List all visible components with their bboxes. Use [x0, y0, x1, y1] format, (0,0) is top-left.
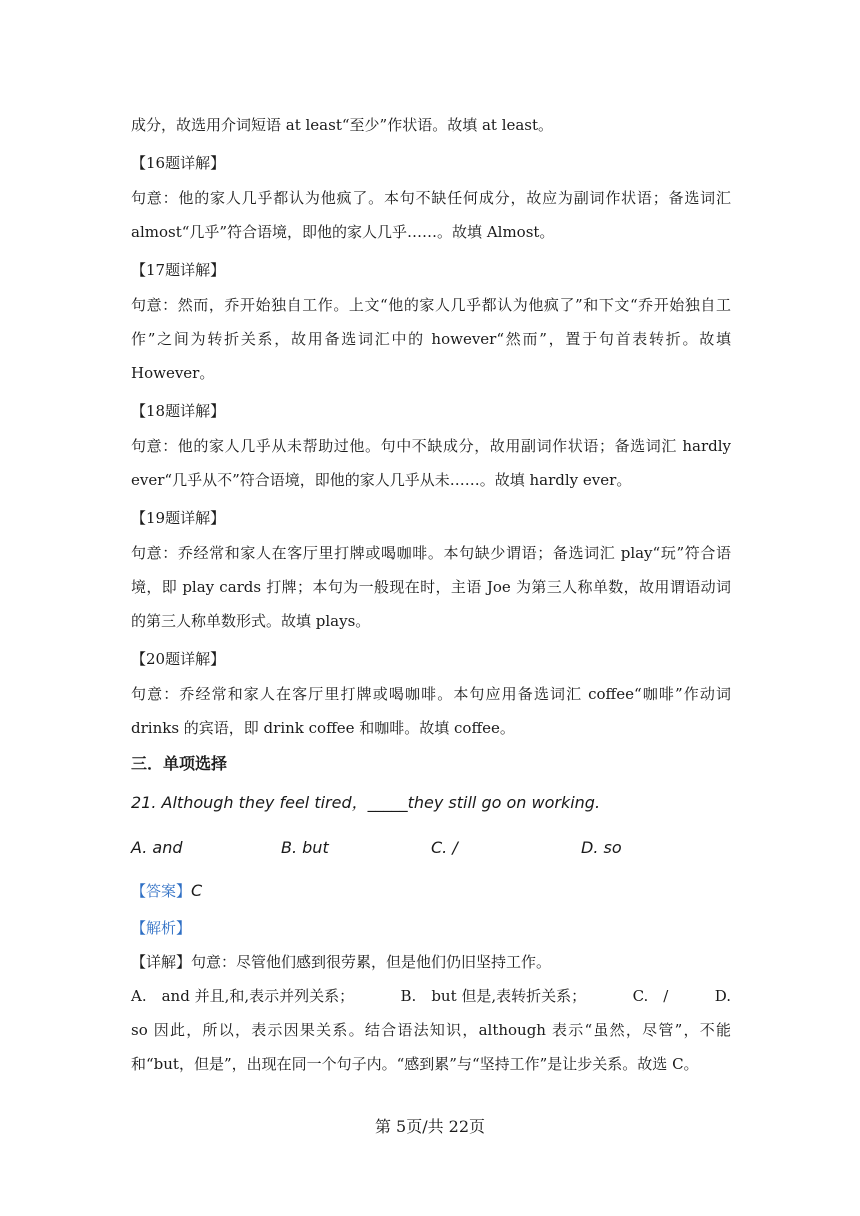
final-explanation: so 因此，所以，表示因果关系。结合语法知识，although 表示“虽然，尽管”，不能和“but，但是”，出现在同一个句子内。“感到累”与“坚持工作”是让步关系。故选 C。 [131, 1021, 731, 1073]
paragraph-19: 句意：乔经常和家人在客厅里打牌或喝咖啡。本句缺少谓语；备选词汇 play“玩”符合语境，即 play cards 打牌；本句为一般现在时，主语 Joe 为第三人称单数，故用谓语动词的第三人称单数形式。故填 plays。 [131, 544, 731, 630]
detail-text: 句意：尽管他们感到很劳累，但是他们仍旧坚持工作。 [191, 953, 552, 971]
paragraph-20: 句意：乔经常和家人在客厅里打牌或喝咖啡。本句应用备选词汇 coffee“咖啡”作动词 drinks 的宾语，即 drink coffee 和咖啡。故填 coffee。 [131, 685, 731, 737]
detail-label: 【详解】 [131, 953, 192, 971]
detail-line [131, 945, 731, 979]
explain-d: D. [714, 987, 731, 1005]
paragraph-17: 句意：然而，乔开始独自工作。上文“他的家人几乎都认为他疯了”和下文“乔开始独自工作”之间为转折关系，故用备选词汇中的 however“然而”，置于句首表转折。故填 However。 [131, 296, 731, 382]
explain-a: A. and 并且,和,表示并列关系； [131, 987, 355, 1005]
option-c: C. / [431, 838, 458, 857]
heading-17: 【17题详解】 [131, 261, 226, 279]
explain-b: B. but 但是,表转折关系； [400, 987, 587, 1005]
paragraph-18: 句意：他的家人几乎从未帮助过他。句中不缺成分，故用副词作状语；备选词汇 hardly ever“几乎从不”符合语境，即他的家人几乎从未……。故填 hardly ever。 [131, 437, 731, 489]
answer-line [131, 871, 731, 911]
option-d: D. so [581, 838, 622, 857]
paragraph-15-end: 成分，故选用介词短语 at least“至少”作状语。故填 at least。 [131, 116, 554, 134]
answer-value: C [191, 881, 203, 900]
explain-c: C. / [632, 987, 669, 1005]
section-title: 三．单项选择 [131, 754, 228, 773]
heading-18: 【18题详解】 [131, 402, 226, 420]
heading-20: 【20题详解】 [131, 650, 226, 668]
question-stem: 21. Although they feel tired，_____they still go on working. [131, 793, 601, 812]
heading-16: 【16题详解】 [131, 154, 226, 172]
analysis-label: 【解析】 [131, 919, 192, 937]
option-a: A. and [131, 838, 183, 857]
page-content [131, 108, 731, 1081]
question-options [131, 825, 731, 871]
option-explanations [131, 979, 731, 1013]
heading-19: 【19题详解】 [131, 509, 226, 527]
page-footer: 第 5页/共 22页 [374, 1117, 486, 1136]
answer-label: 【答案】 [131, 882, 192, 900]
option-b: B. but [281, 838, 329, 857]
paragraph-16: 句意：他的家人几乎都认为他疯了。本句不缺任何成分，故应为副词作状语；备选词汇 almost“几乎”符合语境，即他的家人几乎……。故填 Almost。 [131, 189, 731, 241]
